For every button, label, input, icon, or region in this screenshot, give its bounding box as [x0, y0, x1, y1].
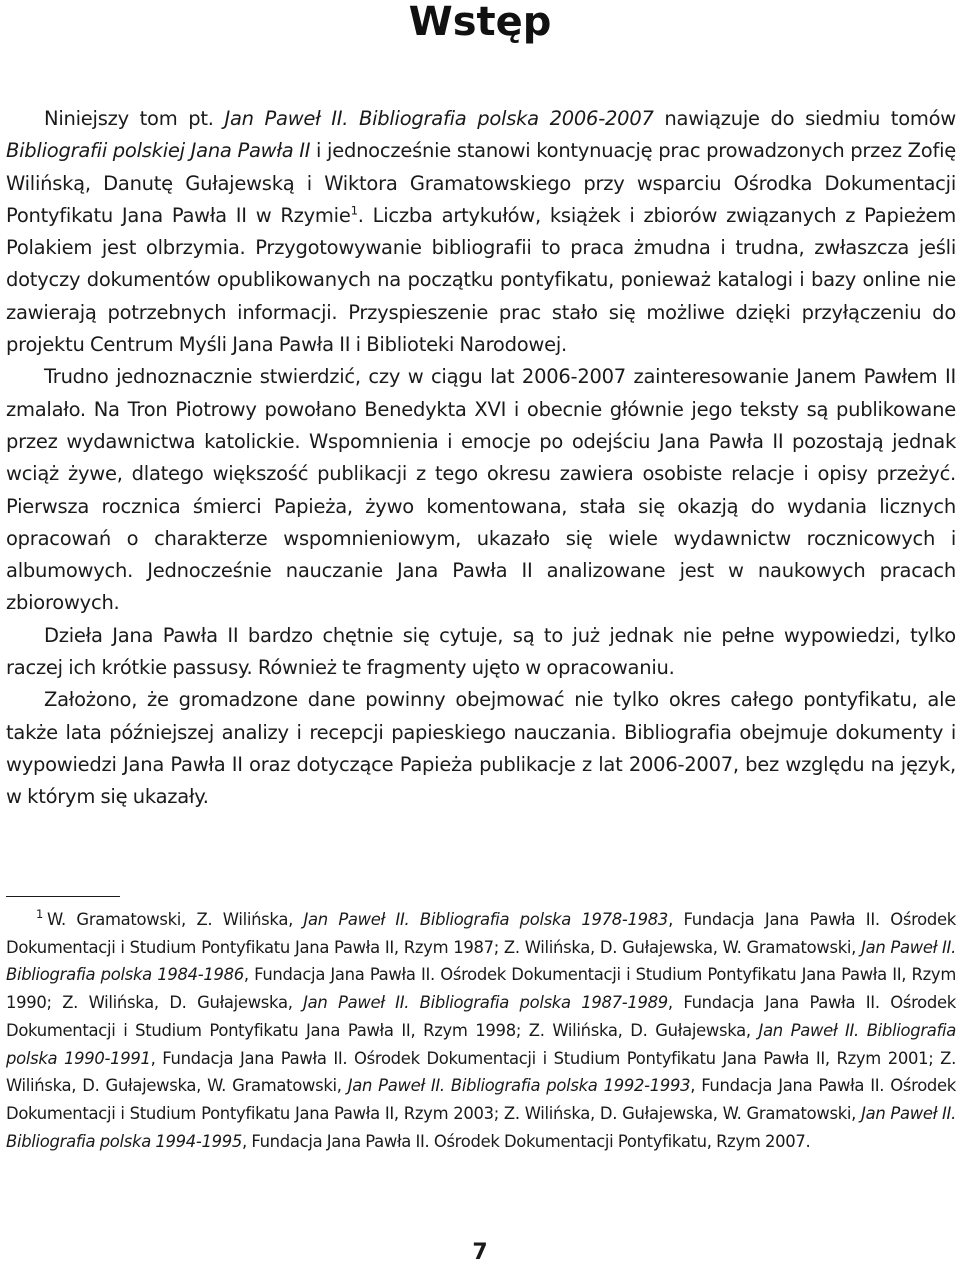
paragraph-1-text-b: nawiązuje do siedmiu tomów — [653, 107, 957, 130]
paragraph-3: Dzieła Jana Pawła II bardzo chętnie się cytuje, są to już jednak nie pełne wypowiedzi, tylko raczej ich krótkie passusy. Również te fragmenty ujęto w opracowaniu. — [6, 623, 956, 680]
main-text — [6, 103, 956, 814]
footnote-title-italic: Jan Paweł II. Bibliografia polska 1987-1989 — [303, 993, 668, 1013]
paragraph-4: Założono, że gromadzone dane powinny obejmować nie tylko okres całego pontyfikatu, ale także lata późniejszej analizy i recepcji papieskiego nauczania. Bibliografia obejmuje dokumenty i wypowiedzi Jana Pawła II oraz dotyczące Papieża publikacje z lat 2006-2007, bez względu na język, w którym się ukazały. — [6, 688, 956, 809]
footnote-text: W. Gramatowski, Z. Wilińska, — [47, 910, 304, 929]
footnote-title-italic: Jan Paweł II. Bibliografia polska 1994-1995 — [6, 1103, 956, 1151]
footnote-title-italic: Jan Paweł II. Bibliografia polska 1990-1991 — [6, 1020, 957, 1068]
footnote-title-italic: Jan Paweł II. Bibliografia polska 1984-1986 — [6, 937, 956, 985]
paragraph-1-text-c: i jednocześnie stanowi kontynuację prac prowadzonych przez Zofię Wilińską, Danutę Gułajewską i Wiktora Gramatowskiego przy wsparciu Ośrodka Dokumentacji Pontyfikatu Jana Pawła II w Rzymie — [6, 139, 956, 227]
footnote-reference[interactable]: 1 — [350, 203, 358, 218]
paragraph-1-text-d: . Liczba artykułów, książek i zbiorów związanych z Papieżem Polakiem jest olbrzymia. Przygotowywanie bibliografii to praca żmudna i trudna, zwłaszcza jeśli dotyczy dokumentów opublikowanych na początku pontyfikatu, ponieważ katalogi i bazy online nie zawierają potrzebnych informacji. Przyspieszenie prac stało się możliwe dzięki przyłączeniu do projektu Centrum Myśli Jana Pawła II i Biblioteki Narodowej. — [6, 203, 957, 357]
footnote-title-italic: Jan Paweł II. Bibliografia polska 1992-1993 — [347, 1076, 691, 1096]
footnote-text: , Fundacja Jana Pawła II. Ośrodek Dokumentacji i Studium Pontyfikatu Jana Pawła II, Rzym 1987; Z. Wilińska, D. Gułajewska, W. Gramatowski, — [6, 910, 956, 957]
footnote-1 — [6, 906, 956, 1155]
page-title: Wstęp — [408, 0, 552, 45]
paragraph-1-text-a: Niniejszy tom pt. — [44, 107, 225, 130]
footnote-text: , Fundacja Jana Pawła II. Ośrodek Dokumentacji Pontyfikatu, Rzym 2007. — [242, 1131, 811, 1151]
paragraph-1 — [6, 103, 956, 361]
footnote-title-italic: Jan Paweł II. Bibliografia polska 1978-1983 — [303, 910, 669, 929]
footnote-text: , Fundacja Jana Pawła II. Ośrodek Dokumentacji i Studium Pontyfikatu Jana Pawła II, Rzym 1998; Z. Wilińska, D. Gułajewska, — [6, 993, 956, 1040]
footnote-text: , Fundacja Jana Pawła II. Ośrodek Dokumentacji i Studium Pontyfikatu Jana Pawła II, Rzym 1990; Z. Wilińska, D. Gułajewska, — [6, 965, 956, 1013]
footnote-text: , Fundacja Jana Pawła II. Ośrodek Dokumentacji i Studium Pontyfikatu Jana Pawła II, Rzym 2003; Z. Wilińska, D. Gułajewska, W. Gramatowski, — [6, 1076, 957, 1123]
footnote-text: , Fundacja Jana Pawła II. Ośrodek Dokumentacji i Studium Pontyfikatu Jana Pawła II, Rzym 2001; Z. Wilińska, D. Gułajewska, W. Gramatowski, — [6, 1048, 957, 1096]
book-title-italic: Jan Paweł II. Bibliografia polska 2006-2007 — [224, 107, 654, 130]
paragraph-2: Trudno jednoznacznie stwierdzić, czy w ciągu lat 2006-2007 zainteresowanie Janem Pawłem II zmalało. Na Tron Piotrowy powołano Benedykta XVI i obecnie głównie jego teksty są publikowane przez wydawnictwa katolickie. Wspomnienia i emocje po odejściu Jana Pawła II pozostają jednak wciąż żywe, dlatego większość publikacji z tego okresu zawiera osobiste relacje i opisy przeżyć. Pierwsza rocznica śmierci Papieża, żywo komentowana, stała się okazją do wydania licznych opracowań o charakterze wspomnieniowym, ukazało się wiele wydawnictw rocznicowych i albumowych. Jednocześnie nauczanie Jana Pawła II analizowane jest w naukowych pracach zbiorowych. — [6, 365, 956, 615]
footnote-separator — [6, 896, 120, 897]
page-number: 7 — [472, 1240, 488, 1265]
footnote-marker: 1 — [36, 906, 43, 921]
series-title-italic: Bibliografii polskiej Jana Pawła II — [6, 139, 311, 163]
